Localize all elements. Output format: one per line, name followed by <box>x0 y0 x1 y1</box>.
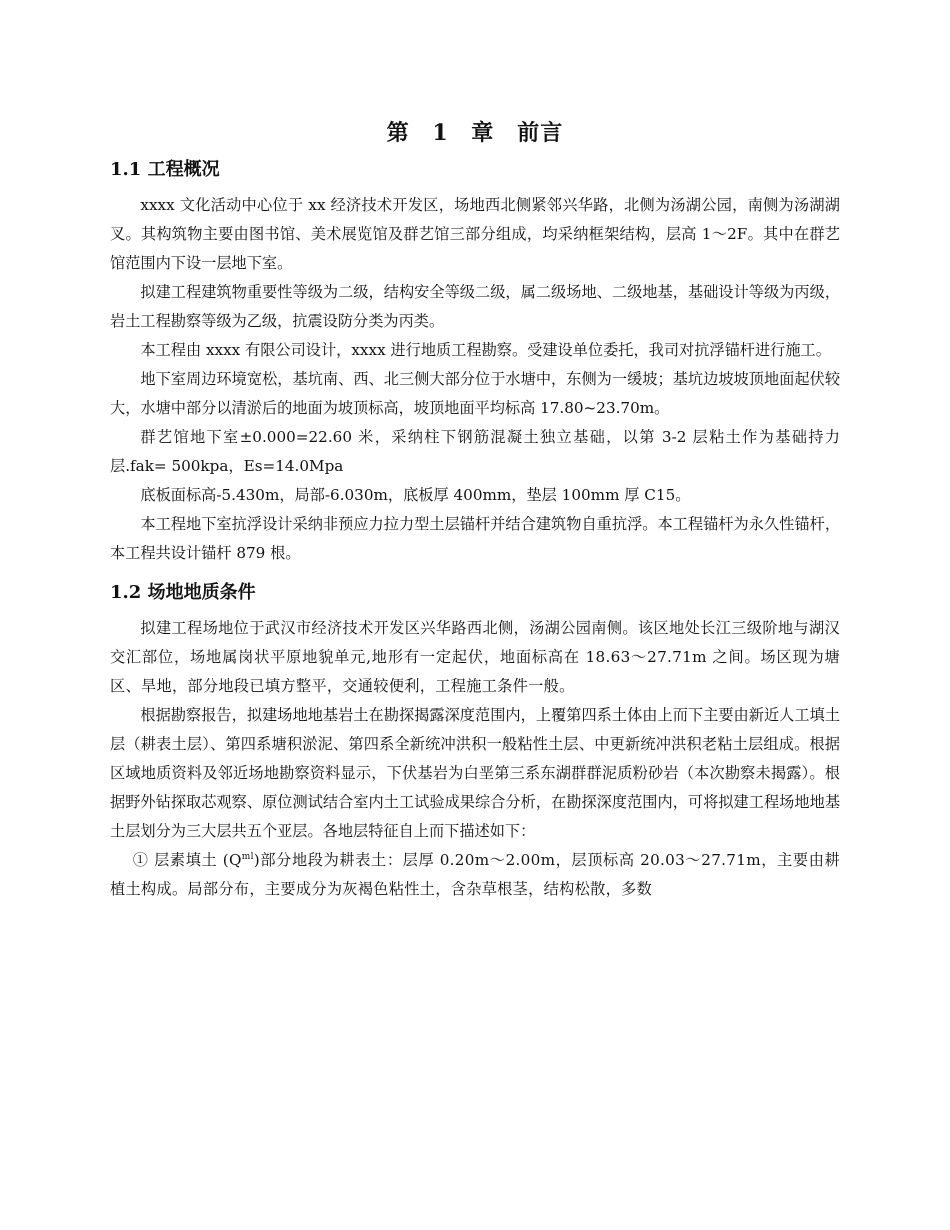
layer-superscript: ml <box>241 851 254 862</box>
document-page <box>110 110 840 904</box>
layer-description <box>110 846 840 904</box>
section-title-1-1: 1.1 工程概况 <box>110 159 220 180</box>
paragraph: 拟建工程场地位于武汉市经济技术开发区兴华路西北侧，汤湖公园南侧。该区地处长江三级阶地与湖汉交汇部位，场地属岗状平原地貌单元,地形有一定起伏，地面标高在 18.63～27.71m 之间。场区现为塘区、旱地，部分地段已填方整平，交通较便利，工程施工条件一般。 <box>110 619 840 695</box>
paragraph: 本工程由 xxxx 有限公司设计，xxxx 进行地质工程勘察。受建设单位委托，我司对抗浮锚杆进行施工。 <box>140 341 831 359</box>
paragraph: 本工程地下室抗浮设计采纳非预应力拉力型土层锚杆并结合建筑物自重抗浮。本工程锚杆为永久性锚杆，本工程共设计锚杆 879 根。 <box>110 515 840 562</box>
paragraph: 拟建工程建筑物重要性等级为二级，结构安全等级二级，属二级场地、二级地基，基础设计等级为丙级，岩土工程勘察等级为乙级，抗震设防分类为丙类。 <box>110 283 840 330</box>
layer-prefix: ① 层素填土 (Q <box>132 851 242 869</box>
paragraph: 根据勘察报告，拟建场地地基岩土在勘探揭露深度范围内，上覆第四系土体由上而下主要由新近人工填土层（耕表土层）、第四系塘积淤泥、第四系全新统冲洪积一般粘性土层、中更新统冲洪积老粘土层组成。根据区域地质资料及邻近场地勘察资料显示，下伏基岩为白垩第三系东湖群群泥质粉砂岩（本次勘察未揭露）。根据野外钻探取芯观察、原位测试结合室内土工试验成果综合分析，在勘探深度范围内，可将拟建工程场地地基土层划分为三大层共五个亚层。各地层特征自上而下描述如下： <box>110 706 840 840</box>
chapter-title: 第 1 章 前言 <box>386 120 564 146</box>
layer-text: )部分地段为耕表土：层厚 0.20m～2.00m，层顶标高 20.03～27.71m，主要由耕植土构成。局部分布，主要成分为灰褐色粘性土，含杂草根茎，结构松散，多数 <box>110 851 840 898</box>
paragraph: 底板面标高-5.430m，局部-6.030m，底板厚 400mm，垫层 100mm 厚 C15。 <box>140 486 691 504</box>
paragraph: xxxx 文化活动中心位于 xx 经济技术开发区，场地西北侧紧邻兴华路，北侧为汤湖公园，南侧为汤湖湖叉。其构筑物主要由图书馆、美术展览馆及群艺馆三部分组成，均采纳框架结构，层高 1～2F。其中在群艺馆范围内下设一层地下室。 <box>110 196 840 272</box>
paragraph: 群艺馆地下室±0.000=22.60 米，采纳柱下钢筋混凝土独立基础，以第 3-2 层粘土作为基础持力层.fak= 500kpa，Es=14.0Mpa <box>110 428 840 475</box>
section-title-1-2: 1.2 场地地质条件 <box>110 582 256 603</box>
paragraph: 地下室周边环境宽松，基坑南、西、北三侧大部分位于水塘中，东侧为一缓坡；基坑边坡坡顶地面起伏较大，水塘中部分以清淤后的地面为坡顶标高，坡顶地面平均标高 17.80~23.70m。 <box>110 370 840 417</box>
